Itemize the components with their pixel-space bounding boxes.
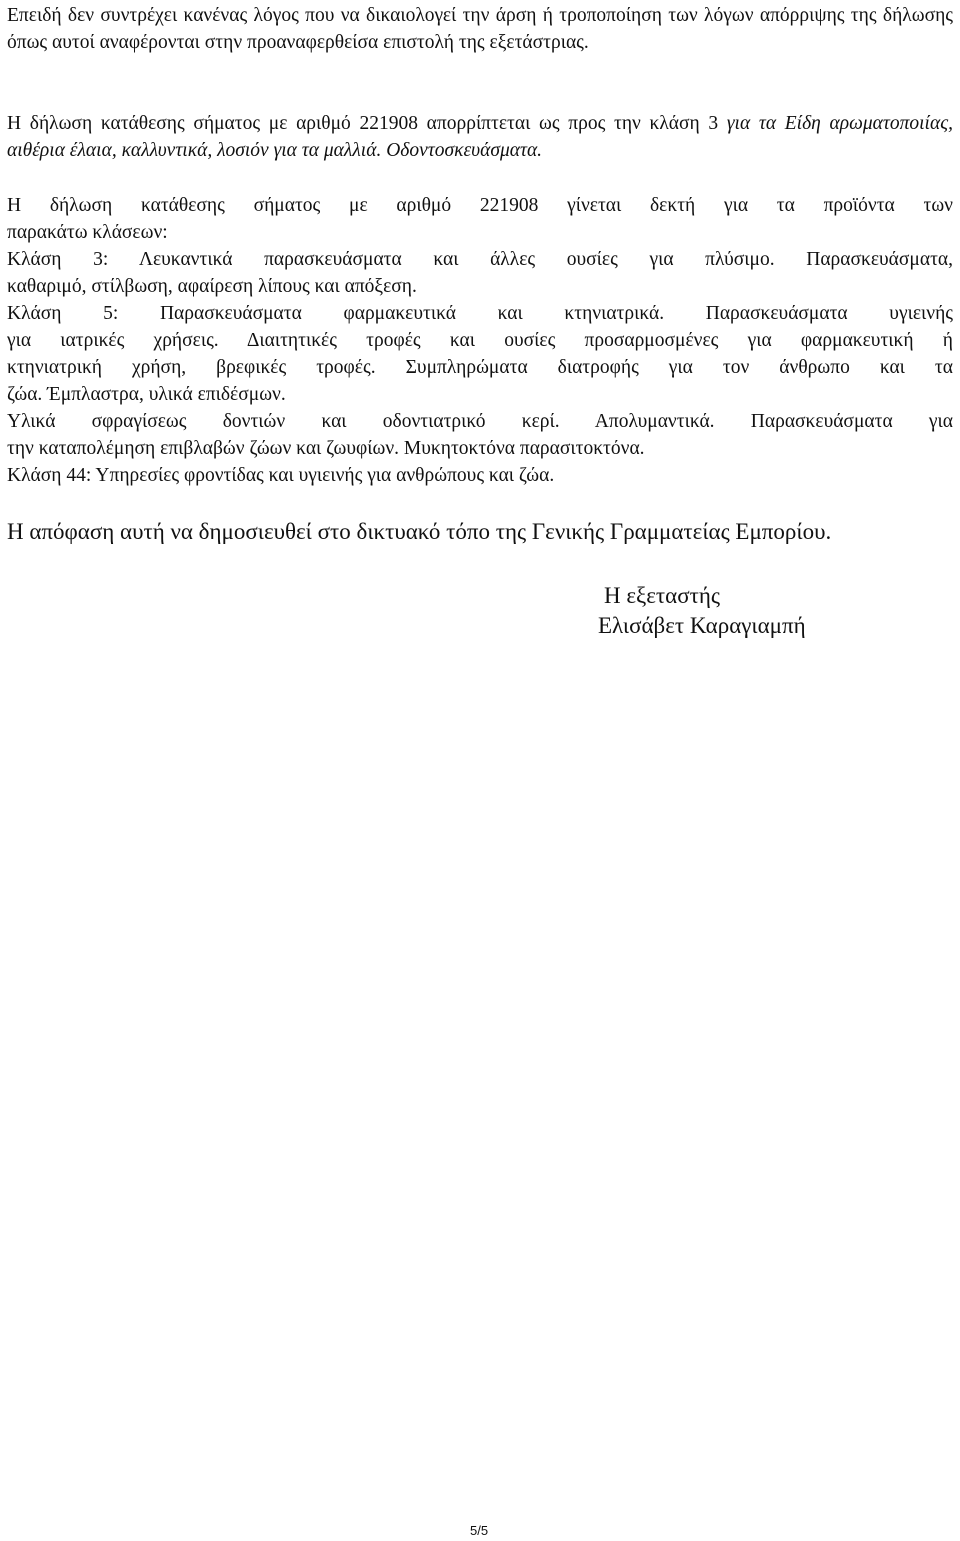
accepted-line: Η δήλωση κατάθεσης σήματος με αριθμό 221908 γίνεται δεκτή για τα προϊόντα των: [7, 195, 953, 216]
accepted-line: κτηνιατρική χρήση, βρεφικές τροφές. Συμπληρώματα διατροφής για τον άνθρωπο και τα: [7, 357, 953, 378]
accepted-line: ζώα. Έμπλαστρα, υλικά επιδέσμων.: [7, 384, 286, 405]
accepted-line: παρακάτω κλάσεων:: [7, 222, 168, 243]
accepted-line: Κλάση 3: Λευκαντικά παρασκευάσματα και άλλες ουσίες για πλύσιμο. Παρασκευάσματα,: [7, 249, 953, 270]
accepted-line: καθαριμό, στίλβωση, αφαίρεση λίπους και απόξεση.: [7, 276, 417, 297]
paragraph-publication: Η απόφαση αυτή να δημοσιευθεί στο δικτυακό τόπο της Γενικής Γραμματείας Εμπορίου.: [7, 519, 832, 544]
accepted-line: Κλάση 5: Παρασκευάσματα φαρμακευτικά και κτηνιατρικά. Παρασκευάσματα υγιεινής: [7, 303, 953, 324]
paragraph-rejection-reasons: Επειδή δεν συντρέχει κανένας λόγος που να δικαιολογεί την άρση ή τροποποίηση των λόγων απόρριψης της δήλωσης όπως αυτοί αναφέρονται στην προαναφερθείσα επιστολή της εξετάστριας.: [7, 5, 953, 53]
accepted-line: την καταπολέμηση επιβλαβών ζώων και ζωυφίων. Μυκητοκτόνα παρασιτοκτόνα.: [7, 438, 645, 459]
rejection-text: Η δήλωση κατάθεσης σήματος με αριθμό 221908 απορρίπτεται ως προς την κλάση 3: [7, 113, 727, 134]
rejected-goods-text: για τα Είδη αρωματοποιίας, αιθέρια έλαια, καλλυντικά, λοσιόν για τα μαλλιά. Οδοντοσκευάσματα.: [7, 113, 953, 161]
accepted-line: Υλικά σφραγίσεως δοντιών και οδοντιατρικό κερί. Απολυμαντικά. Παρασκευάσματα για: [7, 411, 953, 432]
signature-name: Ελισάβετ Καραγιαμπή: [598, 613, 806, 638]
paragraph-accepted-classes: [7, 192, 953, 489]
accepted-line: Κλάση 44: Υπηρεσίες φροντίδας και υγιεινής για ανθρώπους και ζώα.: [7, 465, 555, 486]
signature-title: Η εξεταστής: [604, 583, 720, 608]
page-number: 5/5: [470, 1523, 489, 1538]
paragraph-rejection-class-3: [7, 110, 953, 164]
accepted-line: για ιατρικές χρήσεις. Διαιτητικές τροφές και ουσίες προσαρμοσμένες για φαρμακευτική ή: [7, 330, 953, 351]
